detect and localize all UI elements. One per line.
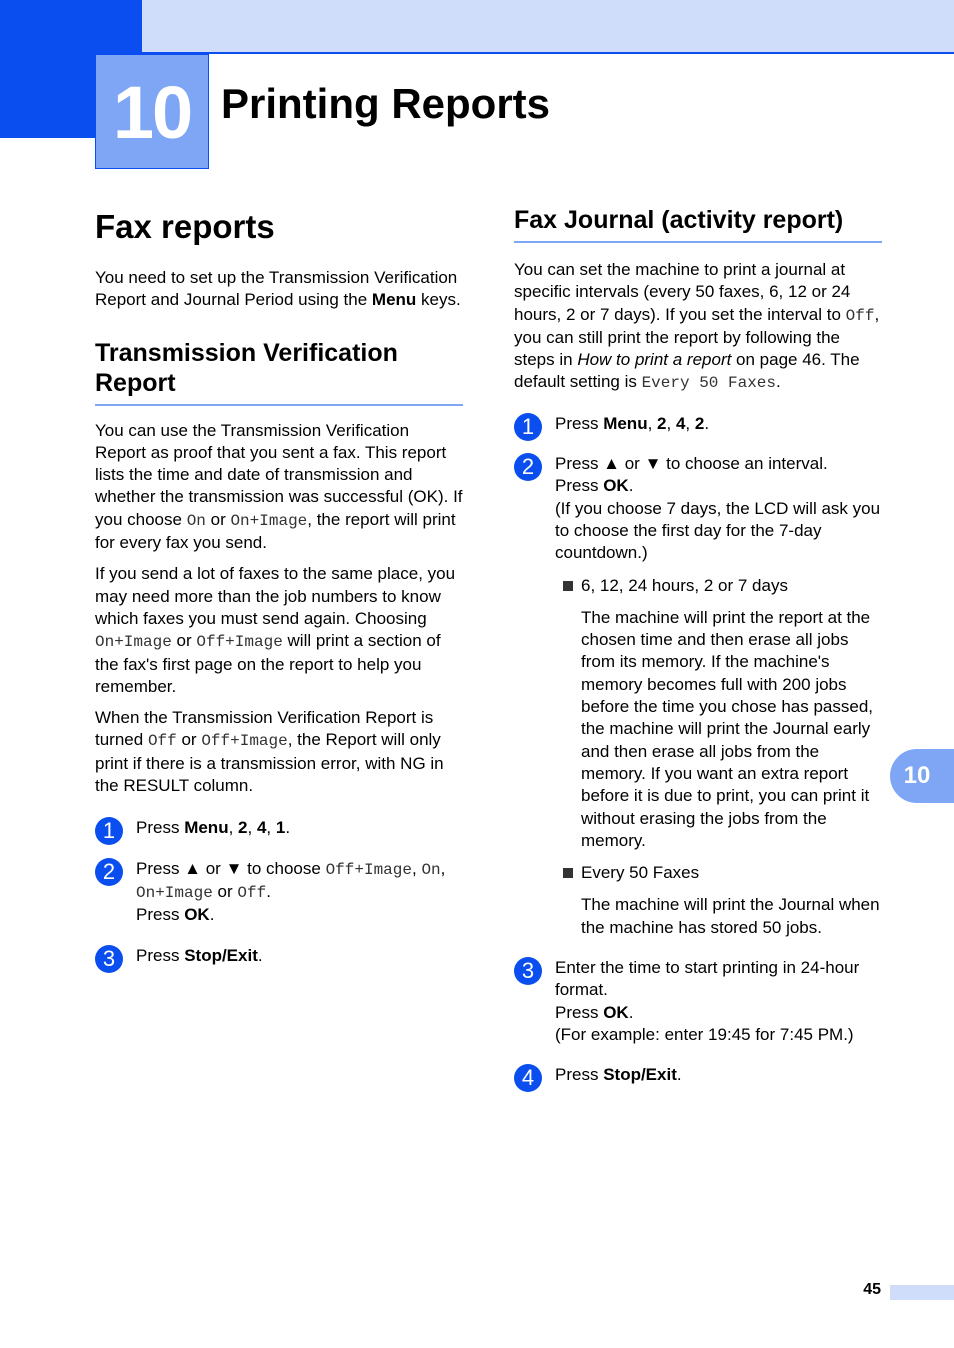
- step-number-icon: 3: [514, 957, 542, 985]
- right-column: [514, 205, 882, 1091]
- interval-option-every-50-description: The machine will print the Journal when the machine has stored 50 jobs.: [581, 895, 880, 937]
- tvr-paragraph-2: If you send a lot of faxes to the same place, you may need more than the job numbers to know which faxes you must send again. Choosing On+Image or Off+Image will print a section of the fax's first page on the report to help you remember.: [95, 564, 456, 696]
- page-number: 45: [863, 1281, 881, 1298]
- step-number-icon: 2: [514, 453, 542, 481]
- step-number-icon: 1: [514, 413, 542, 441]
- chapter-title: Printing Reports: [221, 80, 551, 127]
- right-step-3: 3 Enter the time to start printing in 24-hour format. Press OK. (For example: enter 19:45 for 7:45 PM.): [514, 957, 882, 1046]
- chapter-number-box: 10: [95, 54, 209, 169]
- step-number-icon: 2: [95, 858, 123, 886]
- left-step-1: 1 Press Menu, 2, 4, 1.: [95, 817, 463, 839]
- bullet-square-icon: [563, 581, 573, 591]
- subheading-transmission-verification: Transmission Verification Report: [95, 338, 463, 406]
- step-number-icon: 4: [514, 1064, 542, 1092]
- interval-option-hours-days: 6, 12, 24 hours, 2 or 7 days: [555, 575, 882, 597]
- right-step-1: 1 Press Menu, 2, 4, 2.: [514, 413, 882, 435]
- intro-paragraph: You need to set up the Transmission Verification Report and Journal Period using the Menu keys.: [95, 268, 461, 310]
- header-band: [142, 0, 954, 52]
- left-step-2: 2 Press ▲ or ▼ to choose Off+Image, On, On+Image or Off. Press OK.: [95, 858, 463, 927]
- step-number-icon: 3: [95, 945, 123, 973]
- left-step-3: 3 Press Stop/Exit.: [95, 945, 463, 967]
- right-step-2: 2 Press ▲ or ▼ to choose an interval. Press OK. (If you choose 7 days, the LCD will ask you to choose the first day for the 7-day countdown.) 6, 12, 24 hours, 2 or 7 days The machine will print the report at the chosen time and then erase all jobs from its memory. If the machine's memory becomes full with 200 jobs before the time you chose has passed, the machine will print the Journal early and then erase all jobs from the memory. If you want an extra report before it is due to print, you can print it without erasing the jobs from the memory. Every 50 Faxes The machine will print the Journal when the machine has stored 50 jobs.: [514, 453, 882, 939]
- subheading-fax-journal: Fax Journal (activity report): [514, 205, 882, 243]
- section-heading-fax-reports: Fax reports: [95, 208, 275, 245]
- footer-bar: [890, 1285, 954, 1300]
- step-number-icon: 1: [95, 817, 123, 845]
- header-rule: [142, 52, 954, 54]
- tvr-paragraph-1: You can use the Transmission Verification Report as proof that you sent a fax. This report lists the time and date of transmission and whether the transmission was successful (OK). If you choose On or On+Image, the report will print for every fax you send.: [95, 420, 463, 553]
- interval-option-hours-days-description: The machine will print the report at the chosen time and then erase all jobs from its memory. If the machine's memory becomes full with 200 jobs before the time you chose has passed, the machine will print the Journal early and then erase all jobs from the memory. If you want an extra report before it is due to print, you can print it without erasing the jobs from the memory.: [581, 607, 874, 850]
- chapter-side-tab: 10: [890, 749, 954, 803]
- right-step-4: 4 Press Stop/Exit.: [514, 1064, 882, 1086]
- bullet-square-icon: [563, 868, 573, 878]
- left-column: [95, 205, 463, 971]
- tvr-paragraph-3: When the Transmission Verification Report is turned Off or Off+Image, the Report will only print if there is a transmission error, with NG in the RESULT column.: [95, 708, 444, 796]
- interval-option-every-50: Every 50 Faxes: [555, 862, 882, 884]
- journal-paragraph: You can set the machine to print a journal at specific intervals (every 50 faxes, 6, 12 or 24 hours, 2 or 7 days). If you set the interval to Off, you can still print the report by following the steps in How to print a report on page 46. The default setting is Every 50 Faxes.: [514, 260, 880, 393]
